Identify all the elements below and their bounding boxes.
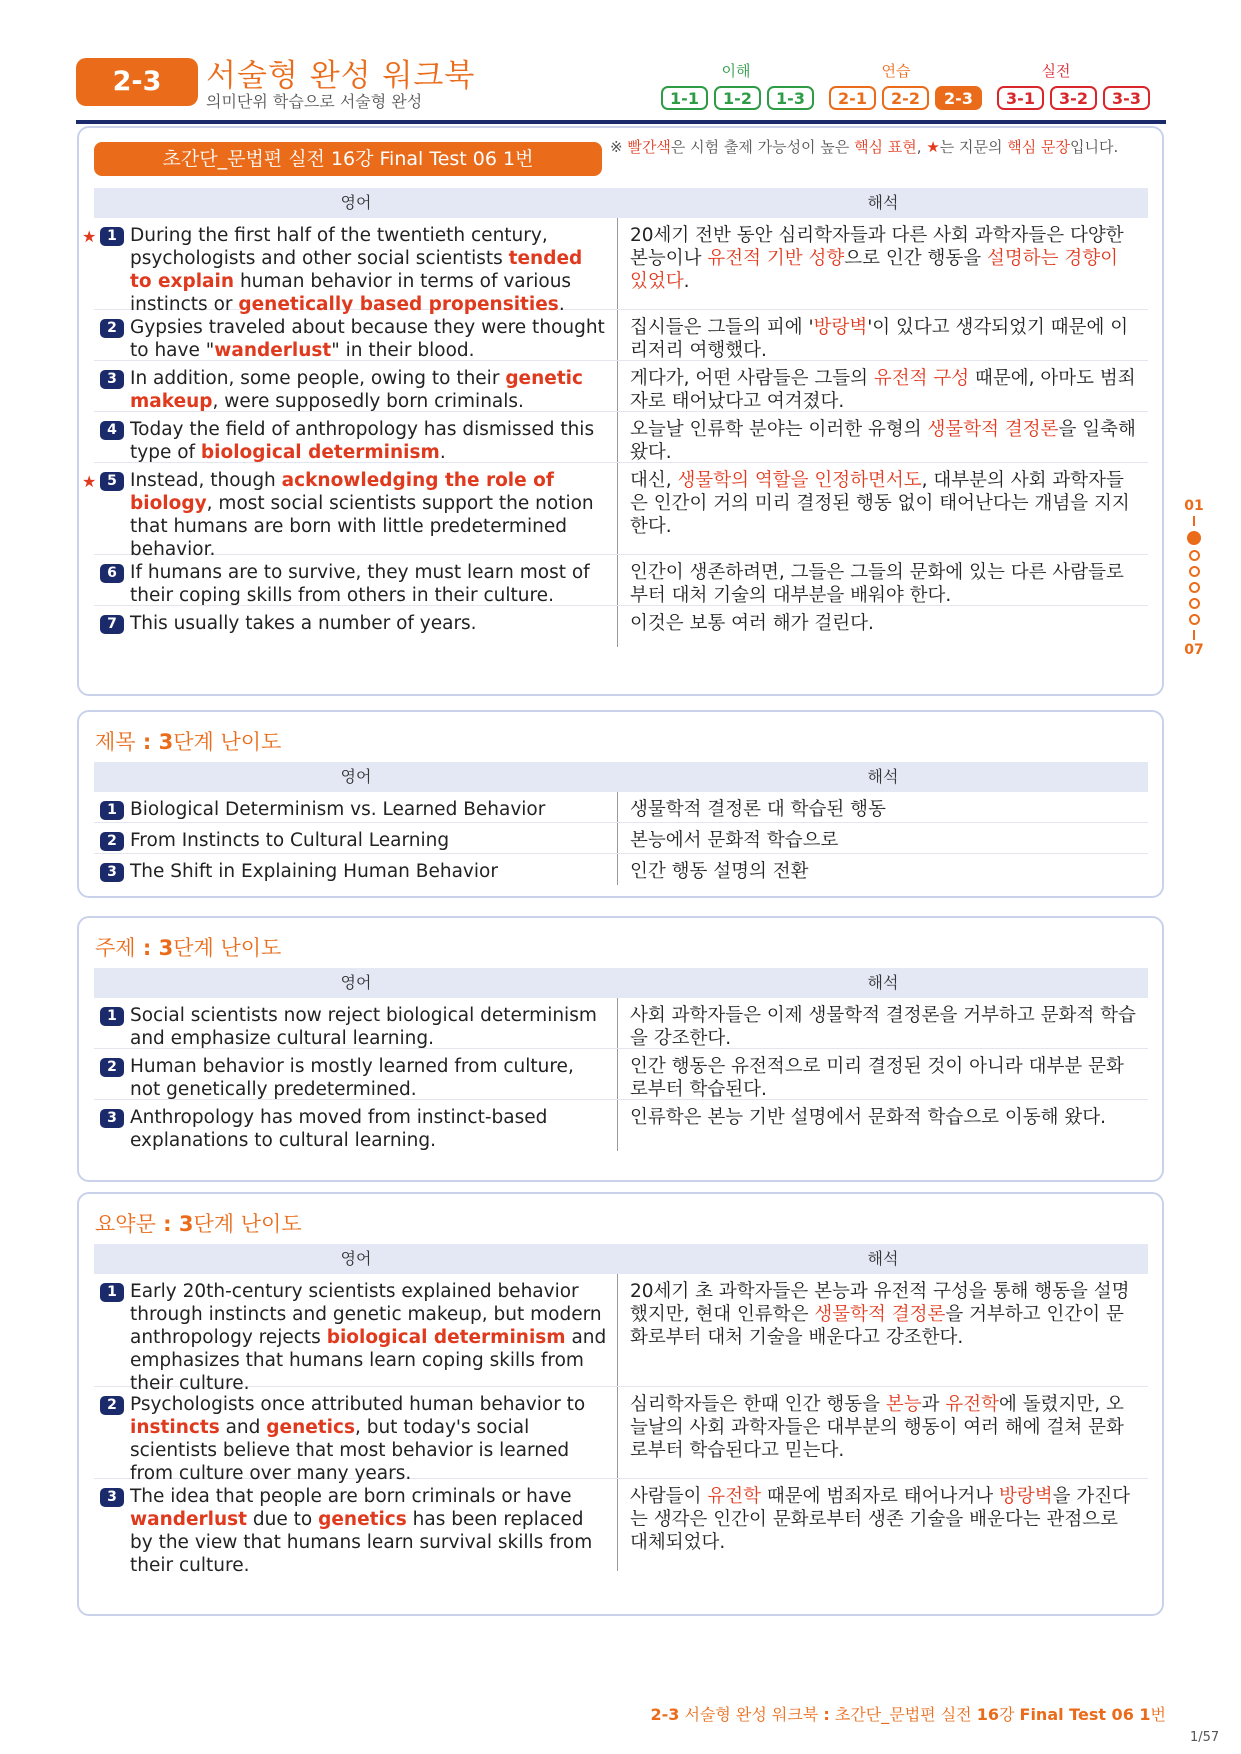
sentence-number: 1 [100,1283,124,1302]
text-segment: . [683,271,690,292]
footer-beon: 번 [1150,1705,1166,1724]
key-expression: tended to explain [130,248,583,292]
text-segment: 과 [921,1394,946,1415]
lesson-label: 초간단_문법편 실전 16강 Final Test 06 1번 [94,142,602,176]
key-expression: 설명하는 경향이 있었다 [630,248,1118,292]
key-expression: 방랑벽 [813,317,868,338]
footer-num: 16 [976,1705,999,1724]
korean-translation [618,1479,1148,1571]
footer-unit: 2-3 [650,1705,680,1724]
summary-table [94,1244,1148,1576]
table-row [94,606,1148,647]
header-korean: 해석 [867,973,899,992]
korean-translation [618,1100,1148,1151]
text-segment: 대신, [630,470,678,491]
text-segment: 인류학은 본능 기반 설명에서 문화적 학습으로 이동해 왔다. [630,1107,1106,1128]
text-segment: , 대부분의 사회 과학자들은 인간이 거의 미리 결정된 행동 없이 태어난다는 개념을 지지한다. [630,470,1130,537]
table-row [94,1479,1148,1576]
note-text-2: 는 지문의 [939,138,1008,156]
note-key-sentence: 핵심 문장 [1007,138,1071,156]
key-expression: biological determinism [326,1327,566,1348]
table-row [94,998,1148,1049]
text-segment: Instead, though [130,470,282,491]
side-page-nav [1182,498,1206,658]
text-segment: and emphasizes that humans learn coping skills from their culture. [130,1327,607,1394]
text-segment: 사람들이 [630,1486,708,1507]
title-panel [77,710,1164,898]
text-segment: 이것은 보통 여러 해가 걸린다. [630,613,874,634]
stage-button-3-1[interactable]: 3-1 [997,86,1044,110]
table-row [94,361,1148,412]
text-segment: 20세기 초 과학자들은 본능과 유전적 구성을 통해 행동을 설명했지만, 현대 인류학은 [630,1281,1130,1325]
title-table [94,762,1148,885]
text-segment: . [558,294,565,315]
text-segment: '이 있다고 생각되었기 때문에 이리저리 여행했다. [630,317,1129,361]
key-expression: 생물학의 역할을 인정하면서도 [677,470,922,491]
table-row [94,412,1148,463]
text-segment: , most social scientists support the notion that humans are born with little predetermined behavior. [130,493,594,560]
text-segment: 으로 인간 행동을 [844,248,987,269]
korean-translation [618,218,1148,309]
text-segment: 인간 행동은 유전적으로 미리 결정된 것이 아니라 대부분 문화로부터 학습된다. [630,1056,1124,1100]
passage-panel [77,126,1164,696]
korean-translation [618,998,1148,1048]
stage-button-1-2[interactable]: 1-2 [714,86,761,110]
english-sentence [94,1049,618,1099]
text-segment: Today the field of anthropology has dismissed this type of [130,419,595,463]
sentence-number: 3 [100,1488,124,1507]
page-subtitle: 의미단위 학습으로 서술형 완성 [206,92,423,111]
star-icon: ★ [82,227,97,246]
key-expression: acknowledging the role of biology [130,470,554,514]
sentence-number: 1 [100,227,124,246]
text-segment: This usually takes a number of years. [130,613,477,634]
side-nav-top: 01 [1184,498,1204,514]
korean-translation [618,1274,1148,1386]
korean-translation [618,792,1148,822]
key-expression: 유전학 [707,1486,761,1507]
page-title: 서술형 완성 워크북 [206,58,476,94]
header-english: 영어 [340,767,372,786]
english-sentence [94,998,618,1048]
table-row [94,854,1148,885]
stage-button-2-1[interactable]: 2-1 [829,86,876,110]
english-sentence [94,361,618,411]
sentence-number: 2 [100,1396,124,1415]
footer-book: 서술형 완성 워크북 [679,1705,824,1724]
key-expression: 유전적 구성 [873,368,970,389]
english-sentence [82,463,618,560]
table-row [82,218,1148,315]
text-segment: 때문에 범죄자로 태어나거나 [761,1486,999,1507]
passage-rows [82,218,1148,647]
footer-gang: 강 [998,1705,1020,1724]
text-segment: 게다가, 어떤 사람들은 그들의 [630,368,874,389]
sentence-number: 6 [100,564,124,583]
english-sentence [82,218,618,315]
english-sentence [94,606,618,647]
key-expression: 생물학적 결정론 [927,419,1059,440]
page-dot[interactable] [1189,582,1200,593]
table-row [94,1387,1148,1484]
footer [650,1702,1166,1725]
english-sentence [94,1387,618,1484]
english-sentence [94,1274,618,1394]
summary-panel [77,1192,1164,1616]
korean-translation [618,463,1148,554]
header-korean: 해석 [867,193,899,212]
sentence-number: 2 [100,1058,124,1077]
table-row [94,555,1148,606]
page-number: 1/57 [1190,1730,1220,1745]
note-text: 은 시험 출제 가능성이 높은 [670,138,855,156]
key-expression: 방랑벽 [998,1486,1053,1507]
korean-translation [618,412,1148,462]
key-expression: genetic makeup [130,368,583,412]
korean-translation [618,1049,1148,1099]
footer-test: Final Test 06 1 [1019,1705,1151,1724]
section-title-title: 제목 : 3단계 난이도 [95,730,282,754]
sentence-number: 7 [100,615,124,634]
korean-translation [618,1387,1148,1478]
table-header [94,188,1148,218]
page-dot[interactable] [1189,566,1200,577]
header-korean: 해석 [867,767,899,786]
key-expression: 유전학 [945,1394,999,1415]
header-divider [76,120,1166,124]
key-expression: genetically based propensities [238,294,559,315]
text-segment: , but today's social scientists believe that most behavior is learned from culture over many years. [130,1417,570,1484]
text-segment: due to [247,1509,319,1530]
sentence-number: 3 [100,863,124,882]
text-segment: Social scientists now reject biological determinism and emphasize cultural learning. [130,1005,597,1049]
text-segment: human behavior in terms of various instincts or [130,271,572,315]
text-segment: The idea that people are born criminals or have [130,1486,572,1507]
text-segment: 집시들은 그들의 피에 ' [630,317,814,338]
title-rows [94,792,1148,885]
text-segment: Psychologists once attributed human behavior to [130,1394,586,1415]
note-prefix: ※ [610,138,628,156]
text-segment: , were supposedly born criminals. [212,391,524,412]
korean-translation [618,361,1148,411]
stage-button-1-1[interactable]: 1-1 [661,86,708,110]
key-expression: instincts [130,1417,220,1438]
text-segment: Anthropology has moved from instinct-based explanations to cultural learning. [130,1107,548,1151]
table-row [94,1100,1148,1151]
key-expression: genetics [266,1417,355,1438]
star-icon: ★ [926,138,940,156]
header-korean: 해석 [867,1249,899,1268]
key-expression: 유전적 기반 성향 [707,248,845,269]
text-segment: Gypsies traveled about because they were thought to have " [130,317,605,361]
sentence-number: 4 [100,421,124,440]
korean-translation [618,310,1148,360]
stage-button-3-2[interactable]: 3-2 [1050,86,1097,110]
header-english: 영어 [340,1249,372,1268]
text-segment: 을 거부하고 인간이 문화로부터 대처 기술을 배운다고 강조한다. [630,1304,1124,1348]
stage-label-understand: 이해 [721,62,751,80]
side-nav-line [1193,516,1195,526]
theme-rows [94,998,1148,1151]
text-segment: Early 20th-century scientists explained behavior through instincts and genetic makeup, but modern anthropology rejects [130,1281,602,1348]
text-segment: 심리학자들은 한때 인간 행동을 [630,1394,886,1415]
key-expression: wanderlust [214,340,332,361]
text-segment: 에 돌렸지만, 오늘날의 사회 과학자들은 대부분의 행동이 여러 해에 걸쳐 문화로부터 학습된다고 믿는다. [630,1394,1124,1461]
text-segment: 본능에서 문화적 학습으로 [630,830,839,851]
table-row [94,1274,1148,1394]
english-sentence [94,792,618,822]
korean-translation [618,606,1148,647]
note-key-expression: 핵심 표현 [854,138,917,156]
sentence-number: 2 [100,319,124,338]
text-segment: 오늘날 인류학 분야는 이러한 유형의 [630,419,928,440]
theme-panel [77,916,1164,1182]
footer-sep: : [823,1705,830,1724]
table-row [82,463,1148,560]
passage-table [82,188,1148,647]
side-nav-line [1193,630,1195,640]
table-row [94,792,1148,823]
korean-translation [618,555,1148,605]
text-segment: From Instincts to Cultural Learning [130,830,450,851]
key-expression: wanderlust [130,1509,248,1530]
sentence-number: 1 [100,801,124,820]
text-segment: The Shift in Explaining Human Behavior [130,861,498,882]
key-expression: 생물학적 결정론 [814,1304,946,1325]
table-row [94,310,1148,361]
text-segment: Biological Determinism vs. Learned Behavior [130,799,546,820]
text-segment: . [439,442,446,463]
sentence-number: 1 [100,1007,124,1026]
english-sentence [94,310,618,360]
text-segment: 인간 행동 설명의 전환 [630,861,809,882]
page-dot[interactable] [1187,531,1201,545]
footer-lesson: 초간단_문법편 실전 [829,1705,977,1724]
text-segment: 인간이 생존하려면, 그들은 그들의 문화에 있는 다른 사람들로부터 대처 기술의 대부분을 배워야 한다. [630,562,1124,606]
sentence-number: 3 [100,1109,124,1128]
note-end: 입니다. [1070,138,1119,156]
text-segment: In addition, some people, owing to their [130,368,506,389]
english-sentence [94,823,618,853]
text-segment: If humans are to survive, they must learn most of their coping skills from others in their culture. [130,562,590,606]
theme-table [94,968,1148,1151]
english-sentence [94,1100,618,1151]
english-sentence [94,412,618,462]
text-segment: During the first half of the twentieth century, psychologists and other social scientists [130,225,548,269]
header-english: 영어 [340,193,372,212]
side-nav-bottom: 07 [1184,642,1204,658]
text-segment: Human behavior is mostly learned from culture, not genetically predetermined. [130,1056,574,1100]
page-dot[interactable] [1189,550,1200,561]
table-row [94,1049,1148,1100]
stage-button-1-3[interactable]: 1-3 [767,86,814,110]
key-expression: 본능 [885,1394,922,1415]
table-header [94,968,1148,998]
korean-translation [618,823,1148,853]
text-segment: 을 일축해 왔다. [630,419,1136,463]
english-sentence [94,555,618,605]
stage-button-2-3[interactable]: 2-3 [935,86,982,110]
text-segment: 생물학적 결정론 대 학습된 행동 [630,799,886,820]
page-dot[interactable] [1189,614,1200,625]
table-header [94,1244,1148,1274]
key-expression: biological determinism [200,442,440,463]
stage-button-3-3[interactable]: 3-3 [1103,86,1150,110]
text-segment: " in their blood. [331,340,475,361]
key-expression: genetics [318,1509,407,1530]
summary-rows [94,1274,1148,1576]
star-icon: ★ [82,472,97,491]
section-title-theme: 주제 : 3단계 난이도 [95,936,282,960]
legend-note [610,138,1150,157]
section-title-summary: 요약문 : 3단계 난이도 [95,1212,302,1236]
stage-button-2-2[interactable]: 2-2 [882,86,929,110]
korean-translation [618,854,1148,885]
header-english: 영어 [340,973,372,992]
sentence-number: 5 [100,472,124,491]
text-segment: 때문에, 아마도 범죄자로 태어났다고 여겨졌다. [630,368,1136,412]
note-red-word: 빨간색 [627,138,671,156]
side-nav-dots [1182,531,1206,625]
text-segment: has been replaced by the view that humans learn survival skills from their culture. [130,1509,593,1576]
stage-label-real: 실전 [1041,62,1071,80]
text-segment: 사회 과학자들은 이제 생물학적 결정론을 거부하고 문화적 학습을 강조한다. [630,1005,1136,1049]
text-segment: and [219,1417,267,1438]
note-comma: , [916,138,927,156]
table-header [94,762,1148,792]
text-segment: 을 가진다는 생각은 인간이 문화로부터 생존 기술을 배운다는 관점으로 대체되었다. [630,1486,1130,1553]
text-segment: 20세기 전반 동안 심리학자들과 다른 사회 과학자들은 다양한 본능이나 [630,225,1124,269]
unit-badge: 2-3 [76,58,198,106]
page-dot[interactable] [1189,598,1200,609]
table-row [94,823,1148,854]
stage-label-practice: 연습 [881,62,911,80]
english-sentence [94,854,618,885]
english-sentence [94,1479,618,1576]
sentence-number: 2 [100,832,124,851]
sentence-number: 3 [100,370,124,389]
